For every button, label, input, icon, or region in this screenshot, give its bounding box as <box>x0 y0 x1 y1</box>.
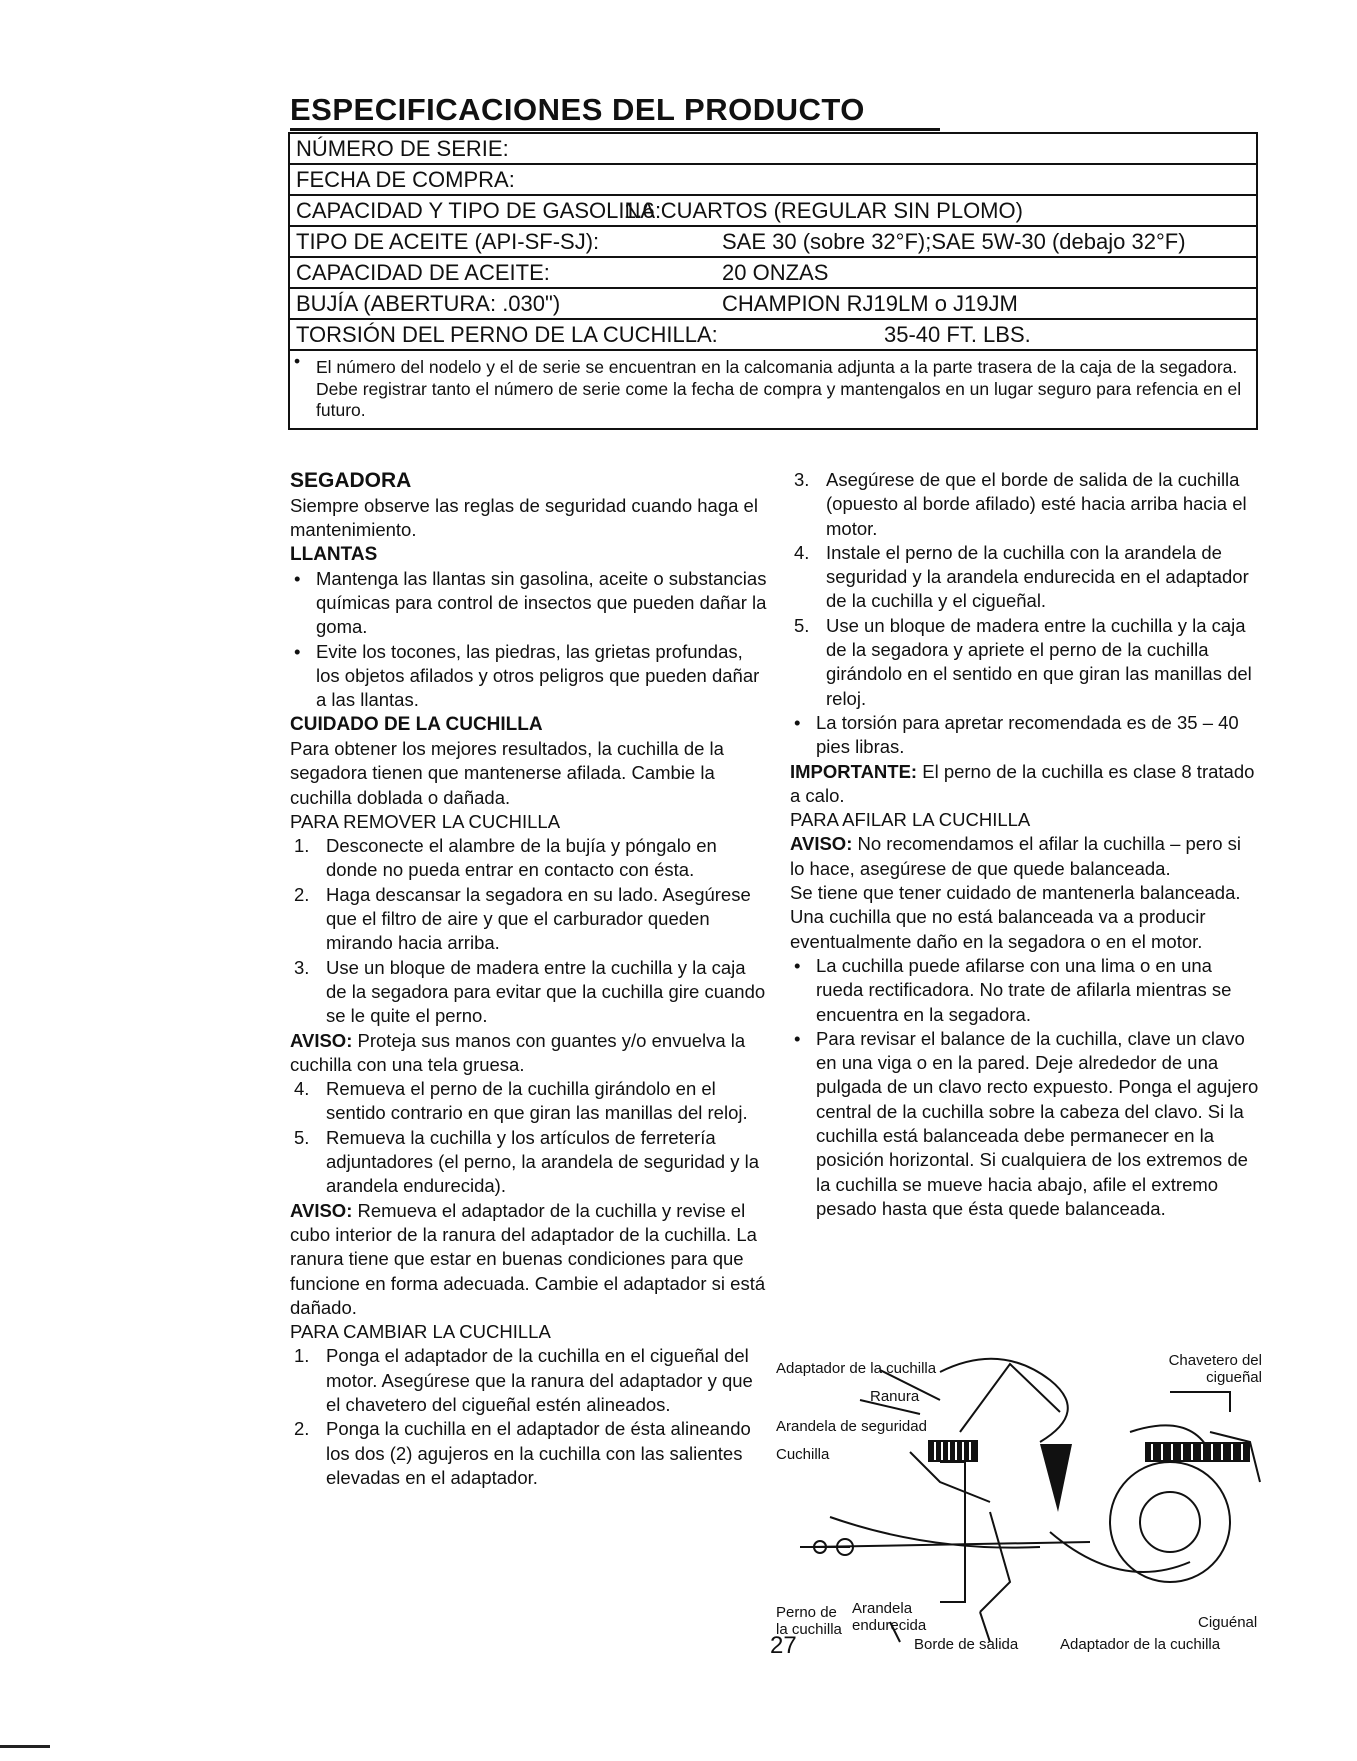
spec-row <box>290 289 1256 320</box>
paragraph: Se tiene que tener cuidado de mantenerla balanceada. Una cuchilla que no está balanceada va a producir eventualmente daño en la segadora o en el motor. <box>790 882 1241 952</box>
aviso-paragraph: AVISO: Remueva el adaptador de la cuchilla y revise el cubo interior de la ranura del adaptador de la cuchilla. La ranura tiene que estar en buenas condiciones para que funcione en forma adecuada. Cambie el adaptador si está dañado. <box>290 1199 766 1318</box>
list-item: 5. Remueva la cuchilla y los artículos de ferretería adjuntadores (el perno, la arandela de seguridad y la arandela endurecida). <box>294 1126 759 1197</box>
spec-label: TORSIÓN DEL PERNO DE LA CUCHILLA: <box>296 322 718 347</box>
label-ciguenal: Ciguénal <box>1198 1614 1258 1631</box>
heading-llantas: LLANTAS <box>290 543 378 565</box>
importante-paragraph: IMPORTANTE: El perno de la cuchilla es clase 8 tratado a calo. <box>790 760 1255 806</box>
left-column <box>290 468 770 1490</box>
spec-label: FECHA DE COMPRA: <box>296 167 515 192</box>
page-title: ESPECIFICACIONES DEL PRODUCTO <box>290 92 940 131</box>
spec-value: 20 ONZAS <box>722 260 829 285</box>
spec-table <box>288 132 1258 430</box>
list-item: 1. Desconecte el alambre de la bujía y póngalo en donde no pueda entrar en contacto con ésta. <box>294 835 717 881</box>
spec-row <box>290 196 1256 227</box>
list-item: 2. Haga descansar la segadora en su lado. Asegúrese que el filtro de aire y que el carburador queden mirando hacia arriba. <box>294 883 751 954</box>
label-ranura: Ranura <box>870 1388 920 1405</box>
spec-value: SAE 30 (sobre 32°F);SAE 5W-30 (debajo 32°F) <box>722 229 1186 254</box>
list-item: • La torsión para apretar recomendada es de 35 – 40 pies libras. <box>794 711 1239 758</box>
label-arandela-endurecida: Arandela endurecida <box>852 1600 927 1634</box>
list-item: 3. Asegúrese de que el borde de salida de la cuchilla (opuesto al borde afilado) esté hacia arriba hacia el motor. <box>794 469 1247 539</box>
paragraph: Siempre observe las reglas de seguridad cuando haga el mantenimiento. <box>290 495 758 541</box>
aviso-paragraph: AVISO: No recomendamos el afilar la cuchilla – pero si lo hace, asegúrese de que quede balanceada. <box>790 833 1242 879</box>
spec-row <box>290 227 1256 258</box>
list-item: 5. Use un bloque de madera entre la cuchilla y la caja de la segadora y apriete el perno de la cuchilla girándolo en el sentido en que giran las manillas del reloj. <box>794 614 1252 709</box>
spec-row <box>290 132 1256 165</box>
list-item: 3. Use un bloque de madera entre la cuchilla y la caja de la segadora para evitar que la cuchilla gire cuando se le quite el perno. <box>294 956 766 1027</box>
heading-segadora: SEGADORA <box>290 469 412 492</box>
paragraph: Para obtener los mejores resultados, la cuchilla de la segadora tienen que mantenerse afilada. Cambie la cuchilla doblada o dañada. <box>290 737 724 808</box>
aviso-paragraph: AVISO: Proteja sus manos con guantes y/o envuelva la cuchilla con una tela gruesa. <box>290 1029 746 1075</box>
spec-note-text: El número del nodelo y el de serie se encuentran en la calcomania adjunta a la parte trasera de la caja de la segadora. Debe registrar tanto el número de serie come la fecha de compra y mantengalos en un lugar seguro para refencia en el futuro. <box>316 357 1242 420</box>
label-adaptador-bottom: Adaptador de la cuchilla <box>1060 1636 1221 1653</box>
spec-value: 35-40 FT. LBS. <box>884 322 1031 347</box>
spec-value: 1.6 CUARTOS (REGULAR SIN PLOMO) <box>624 198 1023 223</box>
spec-row <box>290 165 1256 196</box>
spec-row <box>290 258 1256 289</box>
spec-label: BUJÍA (ABERTURA: .030") <box>296 291 561 316</box>
label-perno: Perno de la cuchilla <box>776 1604 842 1638</box>
heading-cuidado: CUIDADO DE LA CUCHILLA <box>290 713 543 735</box>
heading-afilar: PARA AFILAR LA CUCHILLA <box>790 809 1031 831</box>
heading-cambiar: PARA CAMBIAR LA CUCHILLA <box>290 1321 551 1343</box>
list-item: • Evite los tocones, las piedras, las grietas profundas, los objetos afilados y otros peligros que pueden dañar a las llantas. <box>294 640 760 711</box>
list-item: • La cuchilla puede afilarse con una lima o en una rueda rectificadora. No trate de afilarla mientras se encuentra en la segadora. <box>794 954 1232 1025</box>
list-item: 2. Ponga la cuchilla en el adaptador de ésta alineando los dos (2) agujeros en la cuchilla con las salientes elevadas en el adaptador. <box>294 1418 751 1488</box>
scan-edge-line <box>0 1745 50 1748</box>
list-item: • Para revisar el balance de la cuchilla, clave un clavo en una viga o en la pared. Deje alrededor de una pulgada de un clavo recto expuesto. Ponga el agujero central de la cuchilla sobre la cabeza del clavo. Si la cuchilla está balanceada debe permanecer en la posición horizontal. Si cualquiera de los extremos de la cuchilla se mueve hacia abajo, afile el extremo pesado hasta que ésta quede balanceada. <box>794 1027 1259 1219</box>
spec-label: NÚMERO DE SERIE: <box>296 136 509 161</box>
spec-label: TIPO DE ACEITE (API-SF-SJ): <box>296 229 600 254</box>
spec-label: CAPACIDAD Y TIPO DE GASOLINA: <box>296 198 662 223</box>
list-item: 1. Ponga el adaptador de la cuchilla en el cigueñal del motor. Asegúrese que la ranura del adaptador y que el chavetero del cigueñal estén alineados. <box>294 1345 753 1415</box>
label-borde: Borde de salida <box>914 1636 1019 1653</box>
spec-label: CAPACIDAD DE ACEITE: <box>296 260 550 285</box>
list-item: 4. Instale el perno de la cuchilla con la arandela de seguridad y la arandela endurecida en el adaptador de la cuchilla y el cigueñal. <box>794 541 1249 612</box>
label-arandela-seguridad: Arandela de seguridad <box>776 1418 927 1435</box>
list-item: 4. Remueva el perno de la cuchilla girándolo en el sentido contrario en que giran las manillas del reloj. <box>294 1078 748 1124</box>
page-number: 27 <box>770 1632 797 1659</box>
label-chavetero: Chavetero del cigueñal <box>1168 1352 1262 1386</box>
spec-row <box>290 320 1256 351</box>
list-item: • Mantenga las llantas sin gasolina, aceite o substancias químicas para control de insectos que pueden dañar la goma. <box>294 567 767 638</box>
spec-value: CHAMPION RJ19LM o J19JM <box>722 291 1018 316</box>
label-cuchilla: Cuchilla <box>776 1446 830 1463</box>
spec-note: • El número del nodelo y el de serie se encuentran en la calcomania adjunta a la parte trasera de la caja de la segadora. Debe registrar tanto el número de serie come la fecha de compra y mantengalos en un lugar seguro para refencia en el futuro. <box>290 351 1256 430</box>
heading-remover: PARA REMOVER LA CUCHILLA <box>290 810 561 832</box>
right-column <box>790 468 1260 1221</box>
label-adaptador-top: Adaptador de la cuchilla <box>776 1360 937 1377</box>
